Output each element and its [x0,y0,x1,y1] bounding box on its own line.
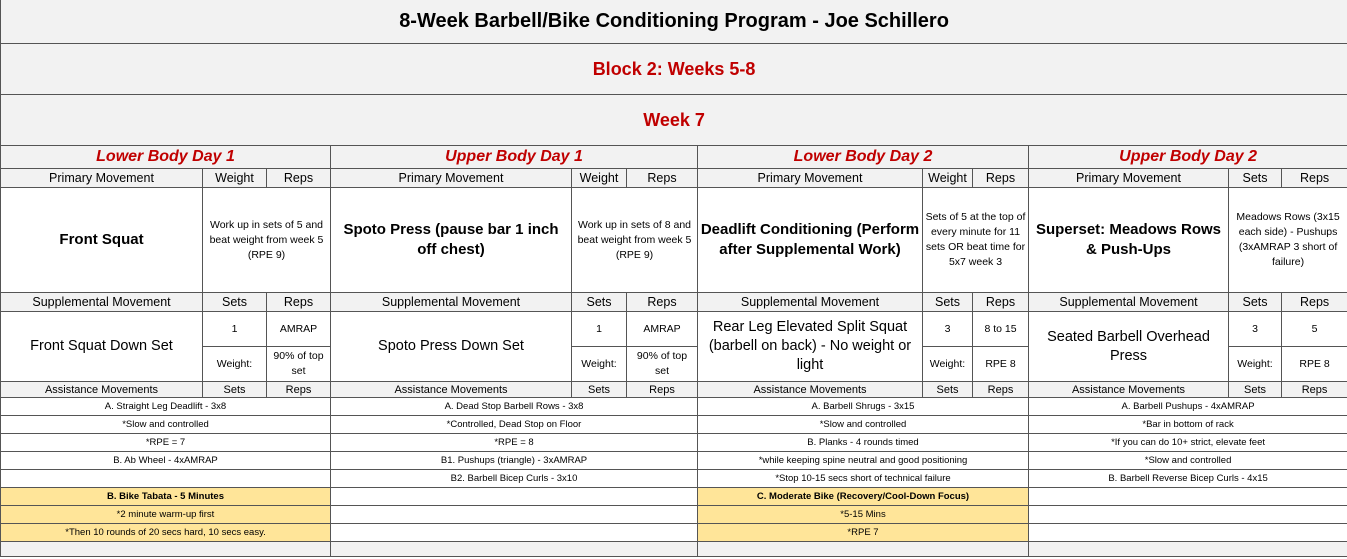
asst-reps-header: Reps [1282,382,1347,398]
supplemental-header: Supplemental Movement [1,293,203,312]
supp-reps-header: Reps [267,293,331,312]
assistance-item [331,524,698,542]
supp-weight-label: Weight: [203,347,267,382]
assistance-item: B. Barbell Reverse Bicep Curls - 4x15 [1029,470,1347,488]
supp-reps-header: Reps [973,293,1029,312]
assistance-item: *2 minute warm-up first [1,506,331,524]
supp-weight: RPE 8 [973,347,1029,382]
block-title: Block 2: Weeks 5-8 [1,44,1347,95]
primary-detail: Work up in sets of 5 and beat weight from week 5 (RPE 9) [203,188,331,293]
page-title: 8-Week Barbell/Bike Conditioning Program - Joe Schillero [1,0,1347,44]
assistance-item: B. Bike Tabata - 5 Minutes [1,488,331,506]
assistance-item: B. Ab Wheel - 4xAMRAP [1,452,331,470]
supp-weight-label: Weight: [1229,347,1282,382]
empty-cell [1029,542,1347,557]
supp-weight: 90% of top set [627,347,698,382]
assistance-item [1029,506,1347,524]
supplemental-movement: Spoto Press Down Set [331,312,572,382]
asst-sets-header: Sets [923,382,973,398]
primary-header: Primary Movement [1029,169,1229,188]
asst-sets-header: Sets [203,382,267,398]
assistance-item: B2. Barbell Bicep Curls - 3x10 [331,470,698,488]
supp-sets-header: Sets [203,293,267,312]
assistance-item: C. Moderate Bike (Recovery/Cool-Down Focus) [698,488,1029,506]
assistance-item: *RPE 7 [698,524,1029,542]
asst-reps-header: Reps [267,382,331,398]
assistance-item: *Slow and controlled [698,416,1029,434]
col2-header: Weight [923,169,973,188]
assistance-header: Assistance Movements [1029,382,1229,398]
assistance-item: *If you can do 10+ strict, elevate feet [1029,434,1347,452]
supp-sets-header: Sets [572,293,627,312]
primary-detail: Meadows Rows (3x15 each side) - Pushups (3xAMRAP 3 short of failure) [1229,188,1347,293]
week-title: Week 7 [1,95,1347,146]
asst-reps-header: Reps [973,382,1029,398]
supplemental-header: Supplemental Movement [698,293,923,312]
supplemental-movement: Rear Leg Elevated Split Squat (barbell on back) - No weight or light [698,312,923,382]
supplemental-movement: Front Squat Down Set [1,312,203,382]
assistance-header: Assistance Movements [698,382,923,398]
supplemental-header: Supplemental Movement [331,293,572,312]
primary-movement: Spoto Press (pause bar 1 inch off chest) [331,188,572,293]
primary-movement: Front Squat [1,188,203,293]
asst-sets-header: Sets [572,382,627,398]
col2-header: Weight [572,169,627,188]
asst-sets-header: Sets [1229,382,1282,398]
supp-weight-label: Weight: [572,347,627,382]
day-title: Lower Body Day 1 [1,146,331,169]
primary-header: Primary Movement [1,169,203,188]
assistance-item: *Bar in bottom of rack [1029,416,1347,434]
assistance-item [331,506,698,524]
empty-cell [698,542,1029,557]
col3-header: Reps [973,169,1029,188]
assistance-item: *Controlled, Dead Stop on Floor [331,416,698,434]
day-title: Upper Body Day 1 [331,146,698,169]
supp-reps: AMRAP [267,312,331,347]
assistance-item: A. Barbell Pushups - 4xAMRAP [1029,398,1347,416]
assistance-item: *Stop 10-15 secs short of technical failure [698,470,1029,488]
assistance-header: Assistance Movements [331,382,572,398]
assistance-item: *Slow and controlled [1029,452,1347,470]
supp-reps-header: Reps [627,293,698,312]
asst-reps-header: Reps [627,382,698,398]
primary-header: Primary Movement [331,169,572,188]
supplemental-header: Supplemental Movement [1029,293,1229,312]
assistance-item: *RPE = 8 [331,434,698,452]
primary-movement: Deadlift Conditioning (Perform after Supplemental Work) [698,188,923,293]
col2-header: Sets [1229,169,1282,188]
assistance-item: *while keeping spine neutral and good positioning [698,452,1029,470]
supp-sets: 3 [923,312,973,347]
assistance-item: B. Planks - 4 rounds timed [698,434,1029,452]
supp-sets-header: Sets [923,293,973,312]
primary-detail: Work up in sets of 8 and beat weight from week 5 (RPE 9) [572,188,698,293]
assistance-item: *Then 10 rounds of 20 secs hard, 10 secs easy. [1,524,331,542]
assistance-item: *Slow and controlled [1,416,331,434]
primary-header: Primary Movement [698,169,923,188]
assistance-item [1029,524,1347,542]
col3-header: Reps [267,169,331,188]
primary-movement: Superset: Meadows Rows & Push-Ups [1029,188,1229,293]
assistance-item: A. Dead Stop Barbell Rows - 3x8 [331,398,698,416]
col3-header: Reps [627,169,698,188]
supp-sets: 1 [203,312,267,347]
supp-reps: 5 [1282,312,1347,347]
assistance-header: Assistance Movements [1,382,203,398]
supp-reps-header: Reps [1282,293,1347,312]
assistance-item [1,470,331,488]
assistance-item: *5-15 Mins [698,506,1029,524]
col2-header: Weight [203,169,267,188]
supp-reps: 8 to 15 [973,312,1029,347]
assistance-item: A. Straight Leg Deadlift - 3x8 [1,398,331,416]
col3-header: Reps [1282,169,1347,188]
assistance-item: *RPE = 7 [1,434,331,452]
supp-weight-label: Weight: [923,347,973,382]
assistance-item: B1. Pushups (triangle) - 3xAMRAP [331,452,698,470]
day-title: Lower Body Day 2 [698,146,1029,169]
supp-sets: 3 [1229,312,1282,347]
supp-sets-header: Sets [1229,293,1282,312]
assistance-item [1029,488,1347,506]
supp-reps: AMRAP [627,312,698,347]
assistance-item: A. Barbell Shrugs - 3x15 [698,398,1029,416]
supp-weight: RPE 8 [1282,347,1347,382]
primary-detail: Sets of 5 at the top of every minute for 11 sets OR beat time for 5x7 week 3 [923,188,1029,293]
empty-cell [1,542,331,557]
empty-cell [331,542,698,557]
supplemental-movement: Seated Barbell Overhead Press [1029,312,1229,382]
supp-weight: 90% of top set [267,347,331,382]
supp-sets: 1 [572,312,627,347]
day-title: Upper Body Day 2 [1029,146,1347,169]
assistance-item [331,488,698,506]
